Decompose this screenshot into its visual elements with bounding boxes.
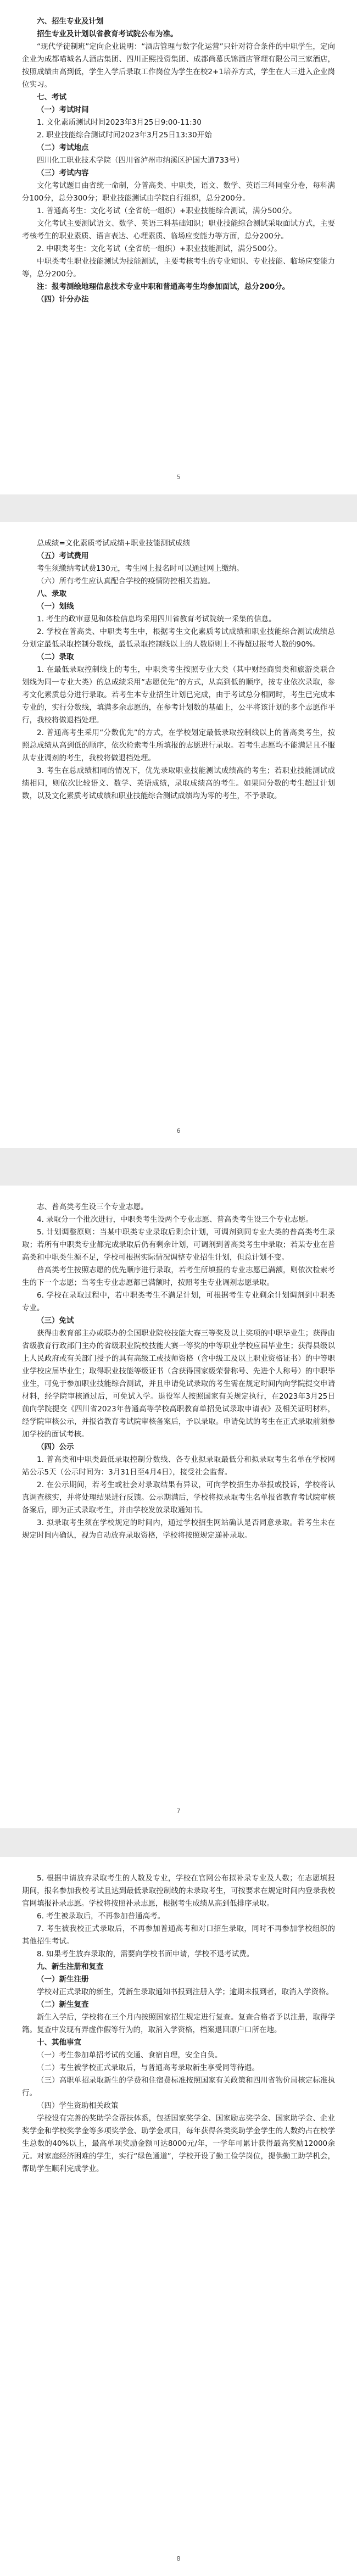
section-heading: 八、录取	[37, 589, 66, 598]
paragraph: 普高类考生按照志愿的优先顺序进行录取，若考生所填报的专业志愿已满额，则依次检索考生的下一个志愿；当考生专业志愿都已满额时，按照考生专业调剂志愿录取。	[22, 1266, 335, 1287]
paragraph: 1. 普高类和中职类最低录取控制分数线、各专业拟录取最低分和拟录取考生名单在学校网站公示5天（公示时间为：3月31日至4月4日），接受社会监督。	[22, 1455, 335, 1477]
section-heading: （二）考试地点	[37, 143, 89, 152]
section-heading: （一）划线	[37, 602, 74, 611]
section-heading: 七、考试	[37, 93, 66, 102]
paragraph: 1. 考生的政审意见和体检信息均采用四川省教育考试院统一采集的信息。	[37, 615, 276, 624]
section-heading: 六、招生专业及计划	[37, 17, 104, 26]
paragraph: “现代学徒制班”定向企业说明：“酒店管理与数字化运营”只针对符合条件的中职学生，定向企业为成都喵城名人酒店集团、四川正熙投资集团、成都尚慕氏锦酒店管理有限公司三家酒店，按照成绩由高到低，学生入学后录取工作岗位为学生在校2+1培养方式，学生在大三进入企业岗位实习。	[22, 42, 335, 89]
page-number: 5	[176, 474, 181, 481]
paragraph: 学校设有完善的奖助学金帮扶体系，包括国家奖学金、国家励志奖学金、国家助学金、企业奖学金和学校奖学金等多项奖学金、助学金项目，每年获得各类奖助学金学生的人数约占在校学生总数的40%以上，最高单项奖励金额可达8000元/年，一学年可累计获得最高奖励12000余元。对家庭经济困难的学生，实行“绿色通道”，学校开设了勤工俭学岗位，提供勤工助学机会，帮助学生顺利完成学业。	[22, 2114, 335, 2173]
page-number: 7	[176, 1807, 181, 1815]
section-heading: 九、新生注册和复查	[37, 1962, 104, 1971]
section-heading: （四）公示	[37, 1443, 74, 1451]
paragraph: 2. 中职类考生：文化考试（全省统一组织）+职业技能测试，满分500分。	[37, 244, 282, 253]
paragraph: （四）学生资助相关政策	[37, 2101, 119, 2110]
paragraph: 文化考试题目由省统一命制，分普高类、中职类，语文、数学、英语三科同堂分卷，每科满分100分，总分300分；职业技能测试由学院自行组织，总分200分。	[22, 181, 335, 203]
paragraph: 7. 考生被我校正式录取后，不再参加普通高考和对口招生录取，同时不再参加学校组织的其他招生考试。	[22, 1924, 335, 1946]
section-heading: （一）新生注册	[37, 1975, 89, 1984]
document-page-2	[0, 522, 357, 1148]
paragraph: 1. 在最低录取控制线上的考生，中职类考生按照专业大类（其中财经商贸类和旅游类联合划线为同一专业大类）的总成绩采用“志愿优先”的方式，从高到低的顺序，按专业依次录取，参考文化素质总分进行录取。若考生本专业招生计划已完成，由于考试总分相同时，考生已完成本专业的，实行分数线，填满多余志愿的，在参考计划数的基础上，公平将该计划的多个志愿作平行，我校将做退档处理。	[22, 665, 335, 725]
paragraph: （二）考生被学校正式录取后，与普通高考录取新生享受同等待遇。	[37, 2063, 259, 2072]
paragraph: 5. 根据申请放弃录取考生的人数及专业，学校在官网公布拟补录专业及人数；在志愿填报期间，报名参加我校考试且达到最低录取控制线的未录取考生，可按要求在规定时间内登录我校官网填报补录志愿。学校将按照补录志愿，根据考生成绩从高到低排序录取。	[22, 1874, 335, 1908]
paragraph: 8. 如果考生放弃录取的，需要向学校书面申请，学校不退考试费。	[37, 1950, 254, 1959]
document-page-4	[0, 1857, 357, 2576]
section-heading: 招生专业及计划以省教育考试院公布为准。	[37, 30, 178, 38]
section-heading: （二）新生复查	[37, 2000, 89, 2009]
section-heading: （一）考试时间	[37, 105, 89, 114]
page-2-content	[22, 537, 335, 803]
paragraph: 学校对正式录取的新生，凭新生录取通知书报到注册入学；逾期未报到者，取消入学资格。	[37, 1988, 333, 1996]
paragraph: （六）所有考生应认真配合学校的疫情防控相关措施。	[37, 577, 215, 586]
paragraph: 5. 计划调整原则：当某中职类专业录取后剩余计划，可调剂到同专业大类的普高类考生录取；若所有中职类专业都完成录取后仍有剩余计划，可调剂到普高类考生中录取；若某专业在普高类和中职类生源不足，学校可根据实际情况调整专业招生计划，但总计划不变。	[22, 1228, 335, 1262]
paragraph: 3. 拟录取考生须在学校规定的时间内，通过学校招生网站确认是否同意录取。若考生未在规定时间内确认，视为自动放弃录取资格，学校将按照规定递补录取。	[22, 1518, 335, 1540]
section-heading: 十、其他事宜	[37, 2038, 81, 2047]
section-heading: （五）考试费用	[37, 552, 89, 560]
paragraph: 考生须缴纳考试费130元，考生网上报名时可以通过网上缴纳。	[37, 564, 244, 573]
paragraph: 4. 录取分一个批次进行，中职类考生设两个专业志愿、普高类考生设三个专业志愿。	[37, 1215, 314, 1224]
paragraph: 文化考试主要测试语文、数学、英语三科基础知识；职业技能综合测试采取面试方式，主要考核考生的职业素质、语言表达、心理素质、临场应变能力等方面，总分200分。	[22, 219, 335, 241]
section-heading: （三）免试	[37, 1316, 74, 1325]
page-1-content	[22, 15, 335, 306]
paragraph: 新生入学后，学校将在三个月内按照国家招生规定进行复查。复查合格者予以注册，取得学籍。复查中发现有弄虚作假等行为的，取消入学资格，档案退回原户口所在地。	[22, 2013, 335, 2034]
paragraph: 中职类考生职业技能测试为技能测试，主要考核考生的专业知识、专业技能、临场应变能力等，总分200分。	[22, 257, 335, 279]
paragraph: 3. 考生在总成绩相同的情况下，优先录取职业技能测试成绩高的考生；若职业技能测试成绩相同，则依次比较语文、数学、英语成绩，录取成绩高的考生。如果同分数的考生超过计划数，以及文化素质考试成绩和职业技能综合测试成绩均为零的考生，不予录取。	[22, 766, 335, 800]
page-number: 6	[176, 1127, 181, 1134]
section-heading: 注：报考测绘地理信息技术专业中职和普通高考生均参加面试，总分200分。	[37, 282, 290, 291]
section-heading: （四）计分办法	[37, 295, 89, 304]
paragraph: 志、普高类考生设三个专业志愿。	[37, 1203, 148, 1211]
section-heading: （二）录取	[37, 653, 74, 661]
page-4-content	[22, 1872, 335, 2176]
paragraph: 2. 学校在普高类、中职类考生中，根据考生文化素质考试成绩和职业技能综合测试成绩总分划定最低录取控制分数线，最低录取控制线以上的人数原则上不得超过报考人数的90%。	[22, 627, 335, 649]
paragraph: 2. 普通高考生采用“分数优先”的方式，在学校划定最低录取控制线以上的普高类考生，按照总成绩从高到低的顺序，依次检索考生所填报的志愿进行录取。若考生志愿均不能满足且不服从专业调剂的考生，我校将做退档处理。	[22, 728, 335, 763]
page-3-content	[22, 1201, 335, 1542]
document-page-1	[0, 0, 357, 494]
paragraph: 2. 职业技能综合测试时间2023年3月25日13:30开始	[37, 131, 212, 140]
document-page-3	[0, 1186, 357, 1828]
paragraph: 获得由教育部主办或联办的全国职业院校技能大赛三等奖及以上奖项的中职毕业生；获得由省级教育行政部门主办的省级职业院校技能大赛一等奖的中等职业学校应届毕业生；获得县级以上人民政府或有关部门授予的具有高级工或技师资格（含中级工及以上职业资格证书）的中等职业学校应届毕业生；取得职业技能等级证书（含获得国家级荣誉称号、先进个人称号）的中职毕业生，可免于参加职业技能综合测试，并且申请免试录取的考生需在规定时间内向学院提交申请材料，经学院审核通过后，可免试入学。退役军人按照国家有关规定执行，在2023年3月25日前向学院提交《四川省2023年普通高等学校高职教育单招免试录取申请表》及相关证明材料，经学院审核公示，并报省教育考试院审核备案后，予以录取。申请免试的考生在正式录取前须参加学校的面试考核。	[22, 1329, 335, 1439]
paragraph: （三）高职单招录取新生的学费和住宿费标准按照国家有关政策和四川省物价局核定标准执行。	[22, 2076, 335, 2097]
paragraph: 总成绩=文化素质考试成绩+职业技能测试成绩	[37, 539, 191, 548]
paragraph: 2. 在公示期间，若考生或社会对录取结果有异议，可向学校招生办举报或投诉，学校将认真调查核实，并将处理结果进行反馈。公示期满后，学校将拟录取考生名单报省教育考试院审核备案后，即为正式录取考生，并由学校发放录取通知书。	[22, 1481, 335, 1515]
section-heading: （三）考试内容	[37, 169, 89, 177]
page-number: 8	[176, 2555, 181, 2562]
paragraph: 1. 普通高考生：文化考试（全省统一组织）+职业技能综合测试，满分500分。	[37, 207, 297, 215]
paragraph: 四川化工职业技术学院（四川省泸州市纳溪区护国大道733号）	[37, 156, 244, 165]
paragraph: 6. 考生被录取后，不再参加普通高考。	[37, 1912, 165, 1921]
paragraph: 1. 文化素质测试时间2023年3月25日9:00-11:30	[37, 118, 202, 127]
paragraph: 6. 学校在录取过程中，若中职类考生不满足计划，可根据考生专业剩余计划调剂到中职类专业。	[22, 1291, 335, 1312]
paragraph: （一）考生参加单招考试的交通、食宿自理，安全自负。	[37, 2051, 222, 2060]
